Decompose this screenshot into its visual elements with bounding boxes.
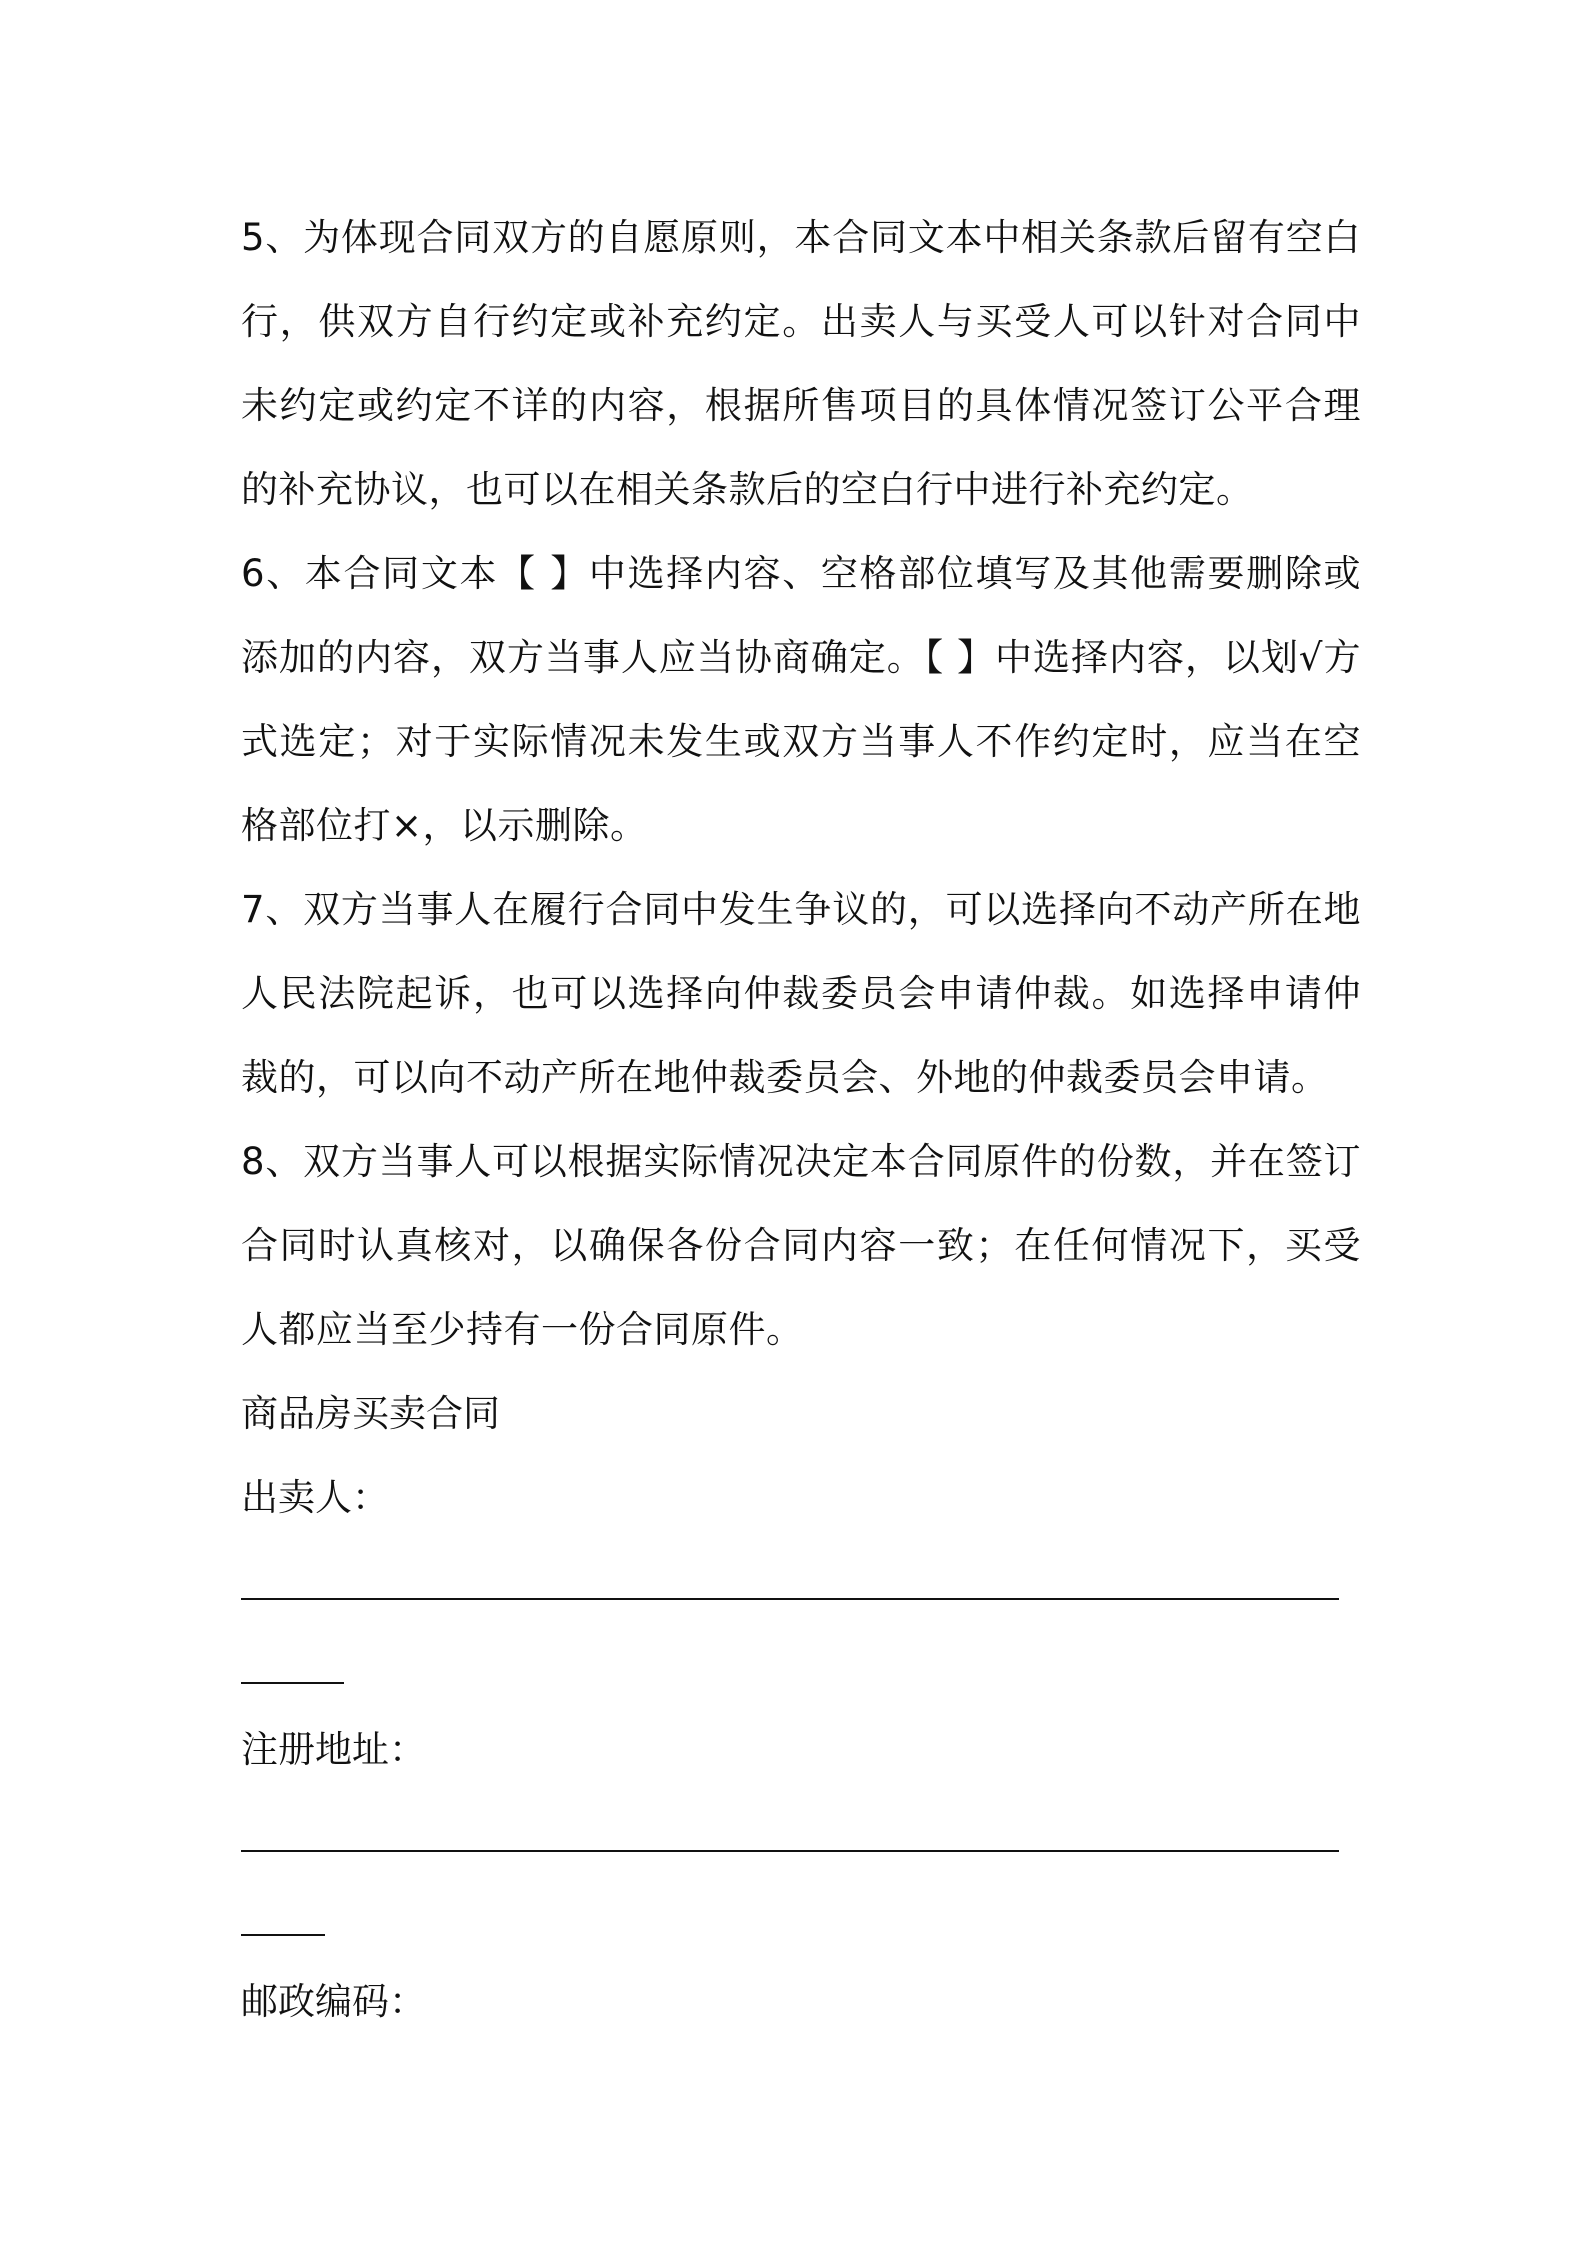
- seller-fill-line: [241, 1540, 1361, 1624]
- document-body: [241, 196, 1361, 2044]
- underline: [241, 1934, 325, 1936]
- postcode-label: 邮政编码：: [241, 1980, 426, 2023]
- underline: [241, 1682, 344, 1684]
- seller-label: 出卖人：: [241, 1476, 389, 1519]
- address-fill-line-continued: [241, 1876, 1361, 1960]
- address-fill-line: [241, 1792, 1361, 1876]
- underline: [241, 1850, 1339, 1852]
- seller-fill-line-continued: [241, 1624, 1361, 1708]
- clause-7: 7、双方当事人在履行合同中发生争议的，可以选择向不动产所在地人民法院起诉，也可以选择向仲裁委员会申请仲裁。如选择申请仲裁的，可以向不动产所在地仲裁委员会、外地的仲裁委员会申请。: [241, 888, 1361, 1099]
- clause-6: 6、本合同文本【 】中选择内容、空格部位填写及其他需要删除或添加的内容，双方当事人应当协商确定。【 】中选择内容，以划√方式选定；对于实际情况未发生或双方当事人不作约定时，应当在空格部位打×，以示删除。: [241, 552, 1361, 847]
- clause-5: 5、为体现合同双方的自愿原则，本合同文本中相关条款后留有空白行，供双方自行约定或补充约定。出卖人与买受人可以针对合同中未约定或约定不详的内容，根据所售项目的具体情况签订公平合理的补充协议，也可以在相关条款后的空白行中进行补充约定。: [241, 216, 1361, 511]
- clause-8: 8、双方当事人可以根据实际情况决定本合同原件的份数，并在签订合同时认真核对，以确保各份合同内容一致；在任何情况下，买受人都应当至少持有一份合同原件。: [241, 1140, 1361, 1351]
- underline: [241, 1598, 1339, 1600]
- contract-title: 商品房买卖合同: [241, 1392, 500, 1435]
- address-label: 注册地址：: [241, 1728, 426, 1771]
